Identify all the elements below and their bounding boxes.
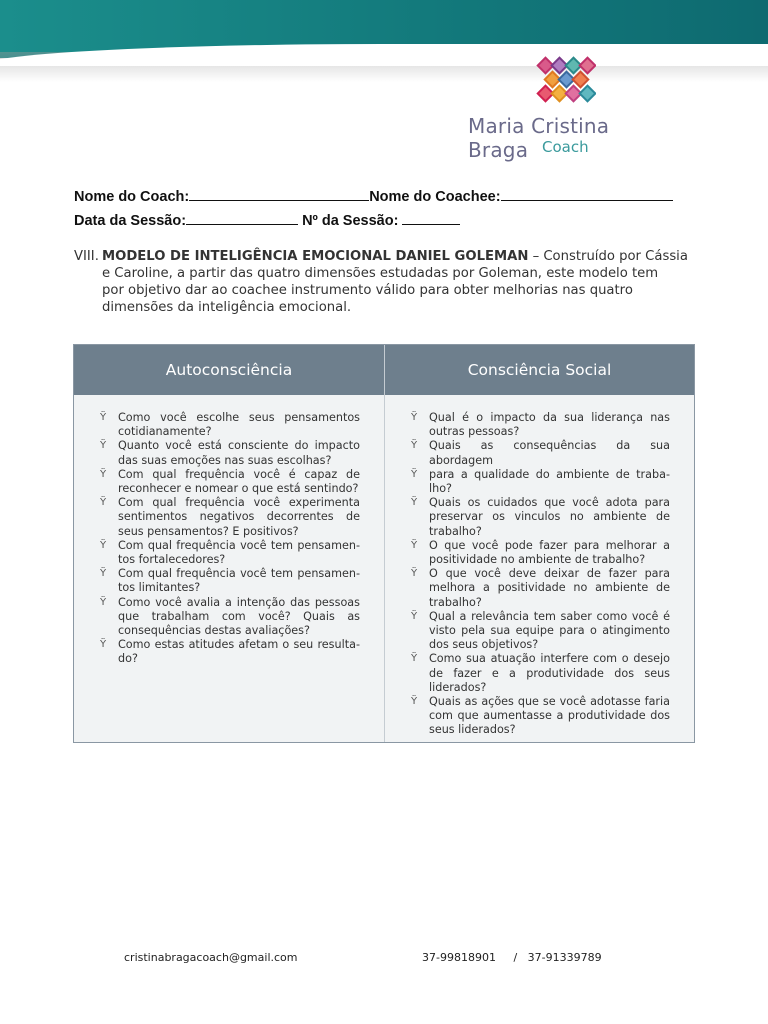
- column-divider: [384, 345, 385, 742]
- bullet-icon: Ÿ: [100, 596, 107, 608]
- question-text: Qual a relevância tem saber como você é visto pela sua equipe para o atingimento dos seus objetivos?: [429, 609, 670, 652]
- bullet-icon: Ÿ: [411, 412, 418, 423]
- intro-line-4: dimensões da inteligência emocional.: [102, 300, 352, 315]
- question-text: Com qual frequência você é capaz de reconhecer e nomear o que está sentindo?: [118, 467, 360, 496]
- footer-email: cristinabragacoach@gmail.com: [124, 951, 298, 964]
- column-header-consciencia-social: Consciência Social: [385, 345, 694, 395]
- diamond-logo-icon: [536, 56, 596, 108]
- bullet-icon: Ÿ: [100, 497, 107, 509]
- question-item: [100, 411, 360, 439]
- question-text: O que você pode fazer para melhorar a positividade no ambiente de trabalho?: [429, 538, 670, 567]
- brand-subtitle: Coach: [542, 138, 589, 156]
- bullet-icon: Ÿ: [411, 610, 418, 622]
- question-text: Com qual frequência você tem pensamen- tos limitantes?: [118, 567, 360, 595]
- column-body-left: [74, 395, 384, 742]
- intro-line-2: e Caroline, a partir das quatro dimensões estudadas por Goleman, este modelo tem: [102, 266, 659, 281]
- question-item: [100, 596, 360, 639]
- bullet-icon: Ÿ: [411, 653, 418, 665]
- bullet-icon: Ÿ: [100, 468, 107, 480]
- question-item: [411, 567, 670, 610]
- question-text: Como você escolhe seus pensamentos cotidianamente?: [118, 411, 360, 439]
- question-text: Com qual frequência você tem pensamen- tos fortalecedores?: [118, 538, 360, 567]
- bullet-icon: Ÿ: [411, 497, 418, 509]
- coach-name-field[interactable]: [189, 186, 369, 201]
- brand-name: Maria Cristina Braga: [468, 114, 610, 162]
- question-list-left: [74, 395, 384, 667]
- session-date-field[interactable]: [186, 210, 298, 225]
- question-list-right: [385, 395, 694, 738]
- bullet-icon: Ÿ: [411, 539, 418, 551]
- bullet-icon: Ÿ: [100, 412, 107, 423]
- bullet-icon: Ÿ: [100, 568, 107, 580]
- question-item: [411, 610, 670, 653]
- question-text: para a qualidade do ambiente de traba- lho?: [429, 467, 670, 496]
- question-text: Qual é o impacto da sua liderança nas outras pessoas?: [429, 411, 670, 439]
- emotional-intelligence-table: [73, 344, 695, 743]
- intro-paragraph: [74, 248, 698, 316]
- date-label: Data da Sessão:: [74, 213, 187, 229]
- form-row-session: [74, 210, 460, 229]
- question-text: Quais as consequências da sua abordagem: [429, 439, 670, 467]
- question-item: [411, 439, 670, 467]
- bullet-icon: Ÿ: [411, 568, 418, 580]
- question-item: [100, 439, 360, 467]
- session-number-field[interactable]: [402, 210, 460, 225]
- question-item: [100, 496, 360, 539]
- bullet-icon: Ÿ: [411, 468, 418, 480]
- form-row-names: [74, 186, 673, 205]
- coachee-name-field[interactable]: [501, 186, 673, 201]
- question-item: [411, 652, 670, 695]
- bullet-icon: Ÿ: [100, 539, 107, 551]
- section-number: VIII.: [74, 249, 99, 264]
- column-header-autoconsciencia: Autoconsciência: [74, 345, 384, 395]
- question-item: [411, 468, 670, 496]
- question-item: [411, 496, 670, 539]
- intro-line-3: por objetivo dar ao coachee instrumento válido para obter melhorias nas quatro: [102, 283, 633, 298]
- section-heading: MODELO DE INTELIGÊNCIA EMOCIONAL DANIEL GOLEMAN: [102, 249, 529, 264]
- question-text: Quanto você está consciente do impacto das suas emoções nas suas escolhas?: [118, 439, 360, 467]
- bullet-icon: Ÿ: [411, 440, 418, 452]
- question-text: O que você deve deixar de fazer para melhora a positividade no ambiente de trabalho?: [429, 567, 670, 609]
- coachee-label: Nome do Coachee:: [369, 189, 501, 205]
- question-item: [100, 468, 360, 496]
- question-item: [100, 638, 360, 666]
- question-text: Com qual frequência você experimenta sentimentos negativos decorrentes de seus pensamentos? E positivos?: [118, 496, 360, 538]
- question-text: Como estas atitudes afetam o seu resulta- do?: [118, 638, 360, 666]
- bullet-icon: Ÿ: [100, 639, 107, 651]
- column-body-right: [385, 395, 694, 742]
- bullet-icon: Ÿ: [100, 440, 107, 452]
- question-text: Quais as ações que se você adotasse faria com que aumentasse a produtividade dos seus liderados?: [429, 695, 670, 737]
- intro-line-1: – Construído por Cássia: [528, 249, 688, 264]
- question-text: Como sua atuação interfere com o desejo de fazer e a produtividade dos seus liderados?: [429, 652, 670, 694]
- question-text: Quais os cuidados que você adota para preservar os vinculos no ambiente de trabalho?: [429, 496, 670, 538]
- question-item: [411, 539, 670, 567]
- bullet-icon: Ÿ: [411, 696, 418, 708]
- question-item: [100, 539, 360, 567]
- coach-label: Nome do Coach:: [74, 189, 190, 205]
- question-item: [411, 411, 670, 439]
- question-item: [411, 695, 670, 738]
- session-number-label: Nº da Sessão:: [302, 213, 399, 229]
- footer-phones: 37-99818901 / 37-91339789: [422, 951, 602, 964]
- question-text: Como você avalia a intenção das pessoas que trabalham com você? Quais as consequências destas avaliações?: [118, 595, 360, 638]
- question-item: [100, 567, 360, 595]
